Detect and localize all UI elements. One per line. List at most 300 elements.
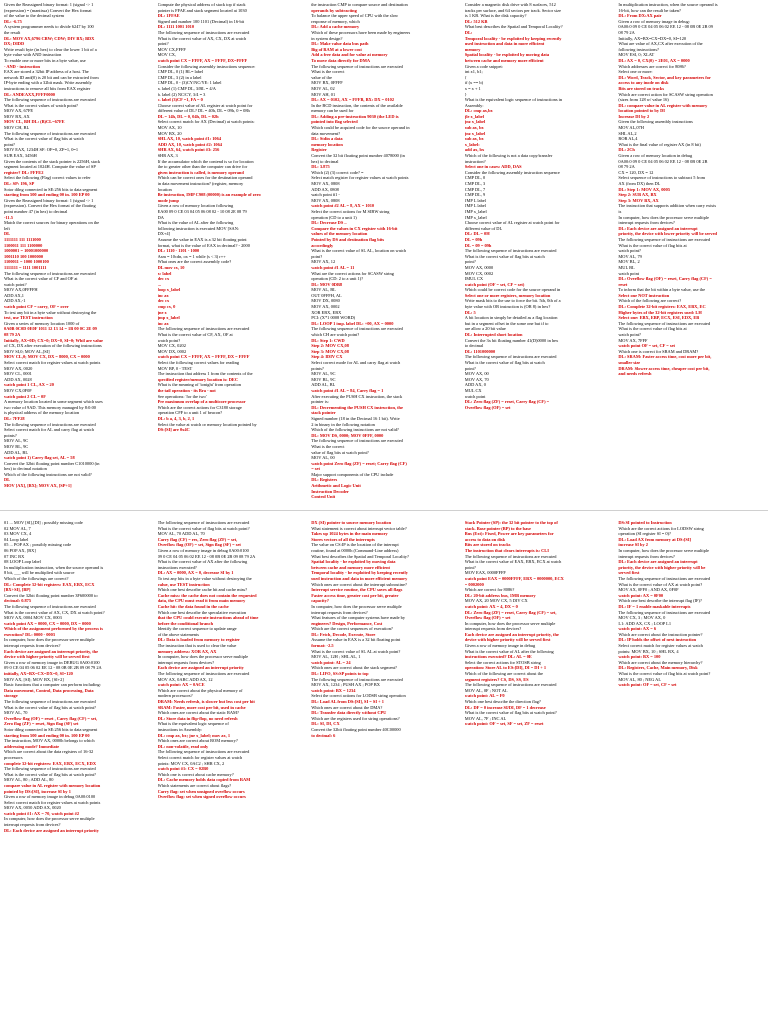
top-column-5 [618,2,764,502]
question-line: 03 MOV CX, 4 [4,531,32,537]
question-line: MUL CX [464,387,482,393]
answer-line: Bits are stored on tracks [618,85,665,91]
question-line: MOV AX, 7FFF [618,337,648,343]
question-line: 09 0 CE 04 05 06 02 EE 12 - 08 0B 0E 2B 09 08 79 2A [4,665,102,671]
question-line: MOV AX,0FFFFH [4,287,38,293]
answer-line: watch point CX = FFFF, AX = FFFF, DX = FFFF [157,354,250,360]
answer-line: watch point: AX = 0ACE [157,682,205,688]
answer-line: DL: Word, Track, Sector, and key parameters for [618,74,711,80]
question-line: MOV CX, [157,52,177,58]
question-line: 08 79 2A [618,164,635,170]
question-line: What is the correct value of EAX, EBX, ECX at watch [464,559,562,565]
answer-line: Spatial locality - be exploited by moving data [311,559,396,565]
answer-line: Spatial locality - be exploited by moving data [464,52,550,58]
question-line: Which ones are correct about the static RAM? [157,710,239,716]
question-line: What is the correct value of flag bits at watch point? [618,671,711,677]
answer-line: SHR AX, 64, watch point #3: 256 [157,147,220,153]
question-line: MOV AH, 01 [311,91,336,97]
question-line: What is the correct value of CF and OF at [4,276,78,282]
question-line: Select sequence of instructions to subtract 5 from [618,175,706,181]
question-line: Which one best describe the interrupt flag (IF)? [618,598,702,604]
question-line: different value of DL? DL = 40h, DL = 09h, 0 = 08h [157,108,250,114]
question-line: in data movement instruction? (register, memory [157,181,244,186]
question-line: What is the correct [311,443,345,449]
question-line: pointer is FFAE and stack segment located at 1030 [157,7,247,13]
answer-line: watch point 1) Carry flag set, AL = 58 [4,455,75,461]
answer-line: used instruction and data in more efficient memory [311,575,408,581]
question-line: The following sequence of instructions are executed [618,609,711,615]
answer-line: format: -2.5 [311,643,334,649]
answer-line: Overflow flag (OF) = set [464,404,511,410]
answer-line: 0A0B 0C0D 0E0F 1011 12 13 14 = 1B 00 0C 2E 09 [4,326,97,332]
answer-line: DL: Registers, Cache, Main memory, Disk [618,665,698,671]
answer-line: access to data on disk [464,536,506,542]
answer-line: Each device are assigned an interrupt priority, the [464,631,559,637]
answer-line: priority, the device with lower priority will be served [618,231,717,237]
question-line: location [157,186,172,192]
question-line: CX = 120, DX = 12 [618,169,654,175]
question-line: MOV AL, 9C [4,438,29,444]
answer-line: Select one: EBX, EBP, ECX, ESI, EDX, EB [618,315,700,321]
answer-line: DL: Make value data bus path [311,41,369,47]
question-line: is 1 KB. What is the disk capacity? [464,13,527,19]
question-line: watch point #1 - [311,192,340,198]
question-line: SHL AL,2 [618,130,637,136]
question-line: Choose correct value of AL register at watch point for [464,220,560,226]
question-line: Major support components of the CPU include [311,471,394,477]
question-line: response of memory, which [311,18,360,24]
answer-line: sub ax, bx [464,136,484,142]
answer-line: DL: Complete 32-bit registers: EAX, EBX, ECX [4,581,95,587]
question-line: value of the [311,74,332,80]
question-line: MOV AL, 79 [618,253,642,259]
bottom-column-5 [618,520,764,1020]
answer-line: addressing mode? Immediate [4,743,60,749]
question-line: The following sequence of instructions are executed [464,553,557,559]
question-line: CMP DL, 0 (1) BL= label [157,69,204,75]
question-line: instructions in Assembly: [157,726,203,732]
answer-line: data, the CPU must read it from main memory [157,598,246,604]
answer-line: before the conditional branch [157,620,214,626]
answer-line: Each device are assigned an interrupt priority, the [4,648,99,654]
question-line: Given the Reassigned binary format: 1 (signal -> 1 [4,2,94,7]
question-line: What is the meaning of 'tonight' from operation [157,382,241,388]
question-line: MOV AL, 02 [311,85,335,91]
answer-line: DL: MOV AX,6796 CBW; CDW; DIV BX; BDX [4,35,95,41]
question-line: Which are correct action for SCASW string operation [618,91,713,97]
answer-line: starting from 500 and ending 00 in. 100 EP 00 [4,192,90,198]
question-line: modern processors? [157,693,193,699]
question-line: watch point? [4,281,27,287]
question-line: What is the correct value of SL AL, location on watch [311,248,407,254]
question-line: value of flag bits at watch point? [311,449,369,455]
question-line: What is the correct value of flag bits at watch point? [4,771,96,777]
answer-line: compare value in AL register with memory location [4,782,101,788]
answer-line: priority, the device with higher priority will be [618,564,706,570]
answer-line: DL: -6.75 [4,18,22,24]
answer-line: Pointed by DS and destination flag bits [311,236,385,242]
answer-line: DL: Transfer data directly without CPU [311,710,387,716]
question-line: The instruction, MOV AX, 0000h belongs to which [4,738,95,744]
answer-line: DL: Overflow flag (OF) = reset, Carry flag (CF) = [618,276,712,282]
answer-line: execution? DL: 0000 - 0003 [4,631,55,637]
question-line: MOV BL, 9C [4,443,29,449]
answer-line: Select one or more registers, memory location [464,292,551,298]
question-line: Select correct match for register values at watch points [4,799,101,805]
question-line: The following sequence of instructions are executed [157,29,250,35]
question-line: MOV CX,FFFF [157,46,186,52]
answer-line: DL: AX = 0102, AX = FFFB, BX: DX = 0102 [311,97,395,103]
question-line: MOV BX, 0FFFF [311,80,343,86]
answer-line: watch point: AL = F0 [464,693,505,699]
question-line: to decimal [464,343,484,349]
answer-line: DL: Adding a pre-instruction 9030 (the LED is [311,113,399,119]
answer-line: watch point #1: AX = 70, watch point #2 [4,810,80,816]
question-line: MOV SI,0; MOV AL,[SI] [4,348,50,354]
question-line: Given a series of memory location 1000 of [4,320,80,326]
question-line: Which are correct about the data registers of 16-32 [4,749,94,755]
answer-line: MOV CL,0; MOV CX, DX = 8000, CX = 0000 [4,354,90,360]
question-line: Which statements are correct about flags? [157,782,232,788]
answer-line: DL: Stdin a data [311,136,343,142]
answer-line: Stores vectors of all the interrupts [311,536,375,542]
answer-line: increase SI by 2 [618,542,648,548]
question-line: Which of the following are correct about the [464,671,543,677]
answer-line: Cache miss: the cache does not contain the requested [157,592,257,598]
answer-line: 1001110 100 1000000 [4,253,44,259]
question-line: What is the correct value of CF, AX, OF at [157,332,233,338]
question-line: MOV AX, 0ABC ADD AX, 12 [157,676,213,682]
answer-line: DL = 09h [464,236,483,242]
answer-line: watch point: OF = set, SF = set, ZF = reset [464,721,544,727]
answer-line: served first [618,570,640,576]
question-line: point? [464,259,476,265]
answer-line: watch point Zero flag (ZF) = reset; Carry flag (CF) [311,460,407,466]
answer-line: register? DL: FFFE2 [4,169,44,175]
answer-line: test, use TEST instruction [4,315,53,321]
answer-line: jmp x_label [157,315,180,321]
question-line: b. label (2) NC/CY, 3/4 = 3 [157,91,206,97]
answer-line: Increase DI by 2 [618,113,650,119]
answer-line: Step 4: IDIV CX [311,354,343,360]
question-line: MOV DX, 0002 [157,348,187,354]
question-line: Given a row of memory image in DEBUG 0A00:0100 [4,659,100,665]
question-line: The following sequence of instructions are executed [311,326,403,332]
answer-line: Instruction Decoder [311,488,349,494]
question-line: What is the correct value of flag bits at watch point? [4,704,96,710]
top-column-2 [158,2,304,502]
question-line: What is the correct value of flag bits at watch [4,136,84,142]
answer-line: DL: cmp ax, bx; jne x_label; mov ax, 1 [157,732,231,738]
answer-line: cmp cx, 0 [157,304,176,310]
question-line: MOV AX, 1234 ; PUSH AX ; POP BX [311,682,380,688]
answer-line: DL: Step 1: MOV AX, 0005 [618,186,671,192]
question-line: hex) to decimal notation [4,466,47,472]
question-line: L1: ADD AX, CX ; LOOP L1 [618,620,672,626]
question-line: point? [311,253,323,259]
question-line: What is the correct value of AX, CX, DX at watch point? [4,609,105,615]
answer-line: DL: Decrease DS .. [311,220,347,226]
answer-line: dec cx [157,298,170,304]
question-line: Select correct match for register values at watch [618,643,703,649]
answer-line: memory [464,46,481,52]
answer-line: between cache and memory more efficient [311,564,390,570]
answer-line: Register [311,147,327,153]
question-line: 2 in binary in the following notation [311,421,375,427]
question-line: MOV BL, 2 [618,259,640,265]
answer-line: Overflow flag (OF) = set, Sign flag (SF) = set [157,542,241,548]
question-line: The following sequence of instructions are executed [157,326,250,332]
question-line: What is the correct value of flag bits at watch point? [157,525,250,531]
question-line: In computer, how does the processor serve multiple [4,637,95,643]
question-line: ADD AX,-1 [4,298,26,304]
answer-line: To move data directly for DMA [311,57,371,63]
answer-line: Carry flag: set when unsigned overflow occurs [157,788,245,794]
answer-line: Arithmetic and Logic Unit [311,483,361,489]
question-line: Which of the following instructions are not valid? [4,471,92,477]
question-line: ADD AX, 0808 [311,186,339,192]
question-line: The following sequence of instructions are executed [4,270,96,276]
question-line: A memory location located in some segment which uses [4,399,103,405]
answer-line: ADD AX, 10, watch point #2: 1064 [157,141,222,147]
answer-line: DL: 1101000000 [464,348,496,354]
question-line: The following sequence of instructions are executed [4,699,96,704]
question-line: watch point [618,270,639,276]
question-line: ADD AL, BL [4,449,29,455]
answer-line: given instruction is called, is memory operand [157,169,244,175]
answer-line: watch point #1 AL = 11 [311,264,355,270]
question-line: Write mask bits to the use to force the bit. 5th, 0th of a [464,298,561,304]
question-line: byte value with AND instruction [4,52,62,58]
question-line: 8 bit, ___ will be multiplied with source [4,570,75,576]
question-line: Select the correct actions for STOSB string [464,659,541,665]
question-line: The following sequence of instructions are executed [311,63,403,69]
question-line: Select the following correct values for reading [157,360,240,365]
question-line: Which of the followings are correct? [4,575,69,581]
answer-line: device with higher priority will be served first [4,654,90,660]
question-line: What is the value of AL after the following [157,220,234,226]
question-line: What statement is correct about interrupt vector table? [311,525,407,531]
question-line: CMP DL, 3 [464,181,486,186]
question-line: The following sequence of instructions are executed [157,520,250,525]
answer-line: DL: 1FFAE [157,13,180,19]
question-line: What is the correct value of AX, CX, DX at watch [157,35,247,41]
question-line: DA [157,214,164,220]
question-line: Given a code snippet: [464,63,503,69]
question-line: The following sequence of instructions are executed [4,603,96,609]
answer-line: DL: Decrementing the PUSH CX instruction, the [311,404,403,410]
question-line: In computer, how does the processor serve multiple [4,816,95,822]
question-line: Basic functions that a computer can perform including: [4,682,101,688]
answer-line: Temporal locality - be exploited by keeping recently [464,35,562,41]
question-line: which CH are watch point? [311,332,360,338]
answer-line: DL: 5 [464,309,476,315]
question-line: operation (CD: 2 to a unit 1)? [311,276,364,282]
answer-line: Temporal locality - be exploited by keeping recently [311,570,408,576]
question-line: Assume the value in EAX is a 32 bit floating point [157,236,247,242]
question-line: Which are the correct actions for LODSW string [618,525,704,531]
answer-line: engineers? Design, Performance, Cost [311,620,383,626]
answer-line: add ax, bx [464,147,485,153]
answer-line: that the CPU could execute instructions ahead of time [157,615,259,621]
answer-line: jnz x_label [464,130,486,136]
question-line: Which are correct about the physical memory of [157,687,243,693]
answer-line: DL: 20-bit address bus, 1MB memory [464,592,536,598]
answer-line: DL: ANDEAXX,FFFF0000 [4,91,55,97]
question-line: points? [4,432,17,438]
question-line: EA00 09 0 CE 03 04 05 06 08 02 - 10 08 2E 08 79 [157,208,247,214]
answer-line: decimal: 0.875 [4,598,32,604]
question-line: MOV AL, 7F ; INC AL [464,715,507,721]
answer-line: Takes up 1024 bytes in the main memory [311,531,388,537]
answer-line: SHL AX, 10, watch point #1: 1064 [157,136,222,142]
question-line: Initially, AX=BX=CX=DX=0, SI=120 [618,35,687,41]
question-line: A bit location in simply be detailed as a flag location [464,315,558,321]
question-line: Convert the 32bit floating point number C1010000 (in [4,460,100,466]
question-line: MOV AX, 0050 ADD AX, 0020 [4,805,61,811]
answer-line: value, use TEST instruction [157,581,210,587]
question-line: CMP DL, 3 (2) in a label [157,74,202,80]
question-line: points: MOV BX, 10 ; SHL BX, 4 [618,648,679,654]
answer-line: watch point #1: CX = 02B0 [157,766,209,772]
question-line: Which could be correct code for the source operand in [464,287,561,293]
question-line: SUB EAX, 3456H [4,153,37,159]
answer-line: DL: Load AX from memory at DS:[SI] [618,536,691,542]
question-line: MOV CX,0F0F [4,387,32,393]
question-line: (expression) = (mantissa) Convert the Hex format [4,7,92,13]
question-line: operation (CD to a unit 1) [311,214,357,220]
question-line: different value of DL [464,225,503,231]
answer-line: - AND - instruction [4,63,40,69]
answer-line: to decimal: 6 [311,732,336,738]
answer-line: 1000001 = 10001000000 [4,248,49,254]
question-line: Which are correct about the instruction pointer? [618,631,703,637]
answer-line: DL: 1110 - 1101 - 1000 [157,248,200,254]
question-line: What is the correct value of AX after the following [157,559,248,565]
question-line: MOV AL, 70 [4,710,28,716]
question-line: 08 79 2A [618,29,635,35]
question-line: Select one or more: [618,69,653,75]
bottom-column-1 [4,520,150,1020]
question-line: the to greater other than the computer can drive for [157,164,248,170]
question-line: Compute the physical address of stack top if stack [157,2,246,7]
question-line: In multiplication instruction, when the source operand is [4,564,104,570]
question-line: In computer, how does the processor serve multiple [157,654,249,660]
question-line: JMP x_label [464,214,487,220]
question-line: Which one is correct for SRAM and DRAM? [618,348,699,354]
question-line: CMP DL, 9 [464,192,486,198]
question-line: EAX are stored a 32bit IP address of a host. The [4,69,89,75]
question-line: point? [464,564,476,570]
top-section [4,2,764,502]
question-line: two value of 9AD. This memory managed by 8:0:00 [4,404,96,410]
question-line: 0A00:0 09 0 CE 04 05 06 02 EE 12 - 08 0B 0E 2B [618,158,708,164]
question-line: interrupt requests from devices? [4,822,61,828]
question-line: In computer, how does the processor serve multiple [464,620,556,626]
answer-line: watch point: AX = 4, DX = 0 [464,603,518,609]
answer-line: Which of the assignment performed by the process is [4,626,103,632]
top-column-4 [465,2,611,502]
answer-line: jle x_label [464,113,484,119]
question-line: The following sequence of instructions are executed [4,421,96,427]
question-line: 09 0 CE 04 05 06 02 EE 12 - 08 0B 0E 2B 09 08 79 2A [157,553,256,559]
question-line: The following sequence of instructions are executed [4,130,96,136]
question-line: memory can be used for [311,108,354,114]
section-divider [0,510,768,511]
answer-line: pointed into flag selected [311,119,358,125]
question-line: } [464,91,467,97]
question-line: The following sequence of instructions are executed [157,749,250,755]
question-line: Convert the 3x bit floating number 41(D)0000 in hex [464,337,559,343]
question-line: Which can be correct ones for the destination operand [157,175,253,181]
question-line: AX (from DX) then DL [618,181,661,186]
question-line: following instruction is executed MOV [SAN: [157,225,240,231]
question-line: Select correct match for AX (Decimal) at watch points: [157,119,255,125]
question-line: 01 ... MOV [SI],[DI] ; possibly missing code [4,520,83,525]
answer-line: DL: From DX:AX pair [618,13,662,19]
question-line: interrupt requests from devices? [4,643,61,649]
question-line: The following sequence of instructions are executed [157,671,250,677]
question-line: tracks per surface, and 64 sectors per track. Sector size [464,7,561,13]
answer-line: watch point #2 AL = 8, AX = 1010 [311,203,375,209]
answer-line: accordingly [311,242,334,248]
question-line: MOV AX, [SI]; MOV BX, [SI+2] [4,676,64,682]
answer-line: stack pointer [311,410,336,416]
question-line: MOV AX, 0020 [4,365,33,371]
question-line: MOV BX, 20 [157,130,182,136]
question-line: The following sequence of instructions are executed [4,766,96,772]
question-line: watch point? [618,332,641,338]
answer-line: Initially, AX=0D; CX=0; DX=0, SI=0; Whil are value [4,337,104,343]
answer-line: DL: MOV DS, 0000; MOV 0FFF, 0000 [311,432,384,438]
answer-line: DL: Load AL from DS:[SI], SI = SI + 1 [311,699,384,704]
answer-line: MOV [AX], [BX]; MOV AX, [SP+1] [4,483,72,489]
question-line: the instruction CMP to compare source and destination [311,2,408,7]
answer-line: DL [4,477,11,483]
question-line: Which ones are correct about the stack segment? [311,665,397,671]
question-line: interrupt requests from devices? [618,220,675,226]
question-line: Given a row of memory location following [157,203,234,209]
question-line: interrupt requests from devices? [464,626,522,632]
question-line: MOV CX, 3 ; MOV AX, 0 [618,615,666,621]
question-line: Select correct match for AL and carry flag at watch [4,427,94,433]
question-line: Consider the following assembly instructions sequence: [157,63,256,69]
question-line: 06 POP AX, [BX] [4,547,36,553]
question-line: MOV AX, 0004 MOV CX, 0003 [4,615,62,621]
question-line: is physical address of the memory location [4,410,80,416]
question-line: Signed number (18 in the Decimal 16 1 bit). Write [311,415,400,421]
question-line: the result [4,29,21,35]
answer-line: DL: Add a cache memory [311,24,360,30]
question-line: MOV AX, 12 [311,259,336,265]
question-line: instructions to remove all bits from EAX register [4,85,91,91]
question-line: segment located at 1024H. Compute the value of SP [4,164,96,170]
answer-line: x: label [157,270,172,276]
answer-line: DL: Zero flag (ZF) = reset, Carry flag (CF) = set, [464,609,557,615]
question-line: JMP L label [464,203,486,209]
question-line: The following sequence of instructions are executed [464,682,557,688]
question-line: Match the correct sources for binary operations on the [4,220,100,226]
question-line: What is the correct values of watch point? [4,102,79,108]
answer-line: watch point OF = set, CF = set [618,343,676,349]
answer-line: Zero flag (ZF) = reset, Sign flag (SF) set [4,721,79,727]
answer-line: DL: Zero flag (ZF) = reset, Carry flag (CF) = [464,399,550,405]
question-line: Select the following (Flag) correct values to refer [4,175,91,181]
answer-line: watch point: BX = 100 [618,654,661,660]
answer-line: ... [157,281,161,287]
answer-line: watch point: AX = 6 [618,626,657,632]
question-line: MOV AX, 0808 [311,197,340,203]
